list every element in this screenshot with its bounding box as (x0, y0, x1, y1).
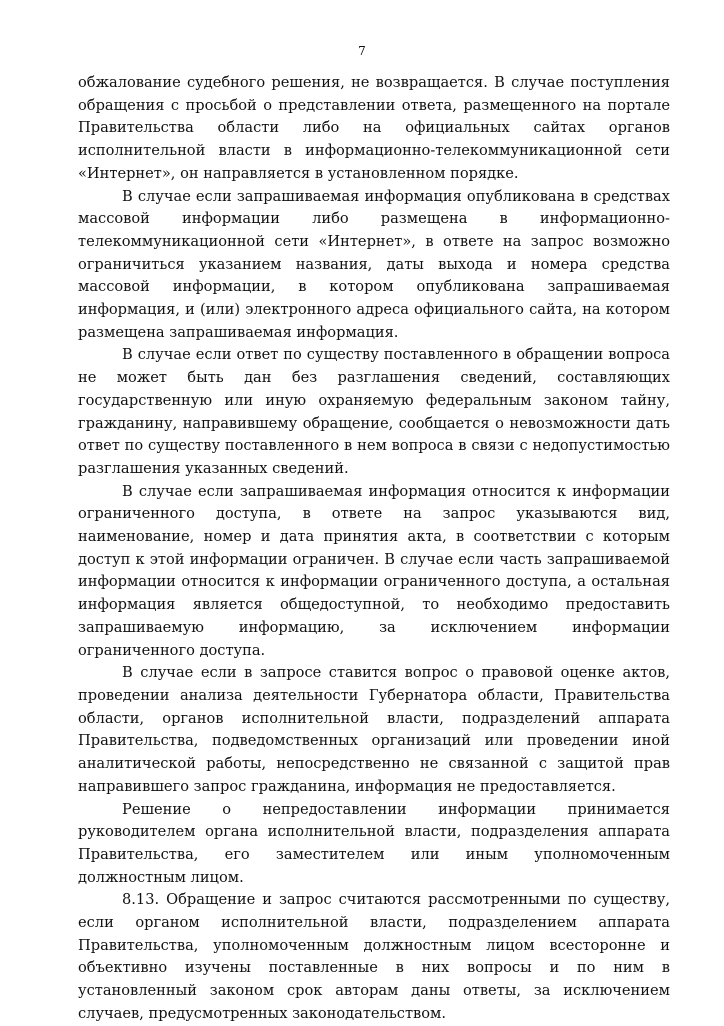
paragraph-1: обжалование судебного решения, не возвращается. В случае поступления обращения с просьбой о представлении ответа, размещенного на портале Правительства области либо на официальных сайтах органов исполнительной власти в информационно-телекоммуникационной сети «Интернет», он направляется в установленном порядке. (78, 74, 670, 182)
paragraph-3: В случае если ответ по существу поставленного в обращении вопроса не может быть дан без разглашения сведений, составляющих государственную или иную охраняемую федеральным законом тайну, гражданину, направившему обращение, сообщается о невозможности дать ответ по существу поставленного в нем вопроса в связи с недопустимостью разглашения указанных сведений. (78, 346, 670, 477)
paragraph-5: В случае если в запросе ставится вопрос о правовой оценке актов, проведении анализа деятельности Губернатора области, Правительства области, органов исполнительной власти, подразделений аппарата Правительства, подведомственных организаций или проведении иной аналитической работы, непосредственно не связанной с защитой прав направившего запрос гражданина, информация не предоставляется. (78, 664, 670, 795)
paragraph-4: В случае если запрашиваемая информация относится к информации ограниченного доступа, в ответе на запрос указываются вид, наименование, номер и дата принятия акта, в соответствии с которым доступ к этой информации ограничен. В случае если часть запрашиваемой информации относится к информации ограниченного доступа, а остальная информация является общедоступной, то необходимо предоставить запрашиваемую информацию, за исключением информации ограниченного доступа. (78, 482, 670, 659)
paragraph-7: 8.13. Обращение и запрос считаются рассмотренными по существу, если органом исполнительной власти, подразделением аппарата Правительства, уполномоченным должностным лицом всесторонне и объективно изучены поставленные в них вопросы и по ним в установленный законом срок авторам даны ответы, за исключением случаев, предусмотренных законодательством. (78, 891, 670, 1022)
paragraph-2: В случае если запрашиваемая информация опубликована в средствах массовой информации либо размещена в информационно-телекоммуникационной сети «Интернет», в ответе на запрос возможно ограничиться указанием названия, даты выхода и номера средства массовой информации, в котором опубликована запрашиваемая информация, и (или) электронного адреса официального сайта, на котором размещена запрашиваемая информация. (78, 187, 670, 341)
paragraph-6: Решение о непредоставлении информации принимается руководителем органа исполнительной власти, подразделения аппарата Правительства, его заместителем или иным уполномоченным должностным лицом. (78, 800, 670, 886)
document-body (78, 72, 670, 1026)
page-number: 7 (358, 44, 366, 58)
